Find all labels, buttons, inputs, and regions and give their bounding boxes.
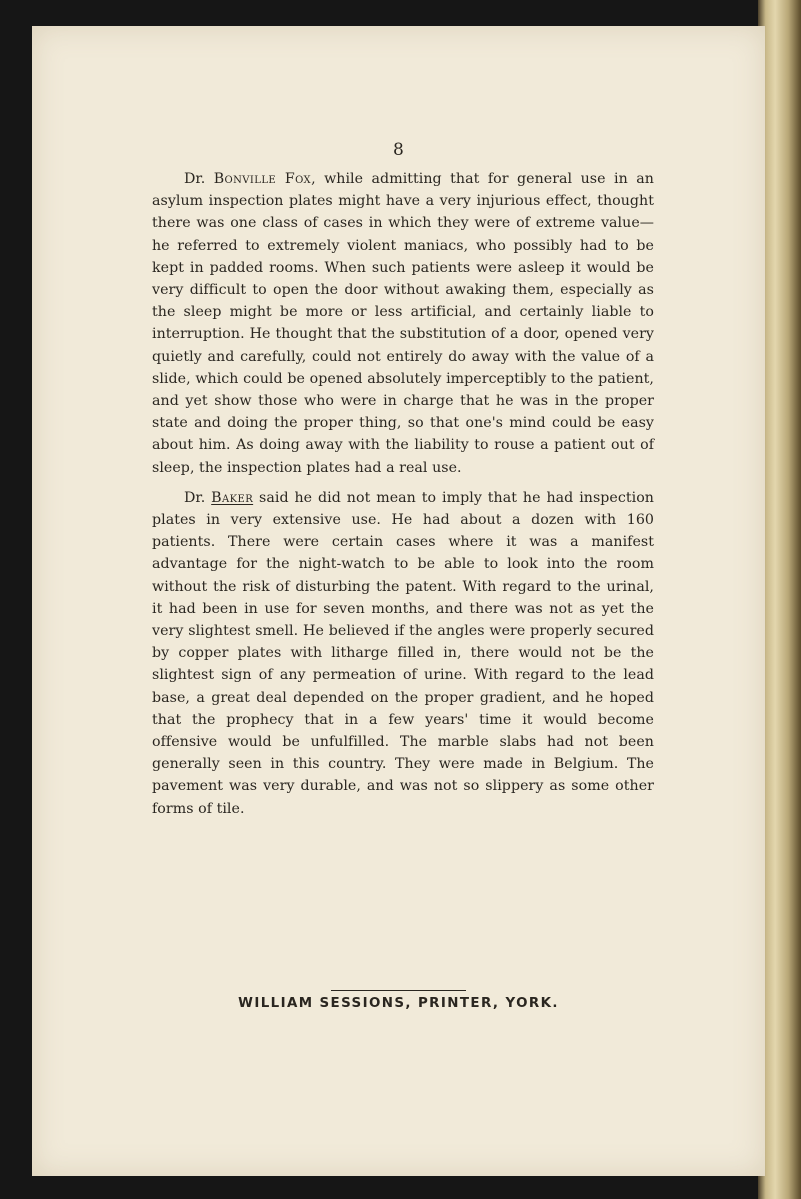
paragraph-baker (152, 487, 654, 820)
footer (32, 990, 765, 1011)
footer-rule (331, 990, 466, 991)
speaker-name: Baker (211, 489, 254, 506)
paragraph-bonville-fox (152, 168, 654, 479)
body-text (152, 168, 654, 820)
printer-imprint: WILLIAM SESSIONS, PRINTER, YORK. (238, 996, 559, 1011)
title-prefix: Dr. (184, 489, 212, 506)
paragraph-text: , while admitting that for general use in an asylum inspection plates might have a very injurious effect, thought there was one class of cases in which they were of extreme value—he referred to extremely violent maniacs, who possibly had to be kept in padded rooms. When such patients were asleep it would be very difficult to open the door without awaking them, especially as the sleep might be more or less artificial, and certainly liable to interruption. He thought that the substitution of a door, opened very quietly and carefully, could not entirely do away with the value of a slide, which could be opened absolutely imperceptibly to the patient, and yet show those who were in charge that he was in the proper state and doing the proper thing, so that one's mind could be easy about him. As doing away with the liability to rouse a patient out of sleep, the inspection plates had a real use. (152, 171, 654, 476)
title-prefix: Dr. (184, 171, 214, 187)
speaker-name: Bonville Fox (213, 171, 312, 187)
page-number: 8 (393, 140, 404, 160)
paragraph-text: said he did not mean to imply that he had inspection plates in very extensive use. He had about a dozen with 160 patients. There were certain cases where it was a manifest advantage for the night-watch to be able to look into the room without the risk of disturbing the patent. With regard to the urinal, it had been in use for seven months, and there was not as yet the very slightest smell. He believed if the angles were properly secured by copper plates with litharge filled in, there would not be the slightest sign of any permeation of urine. With regard to the lead base, a great deal depended on the proper gradient, and he hoped that the prophecy that in a few years' time it would become offensive would be unfulfilled. The marble slabs had not been generally seen in this country. They were made in Belgium. The pavement was very durable, and was not so slippery as some other forms of tile. (152, 489, 654, 817)
